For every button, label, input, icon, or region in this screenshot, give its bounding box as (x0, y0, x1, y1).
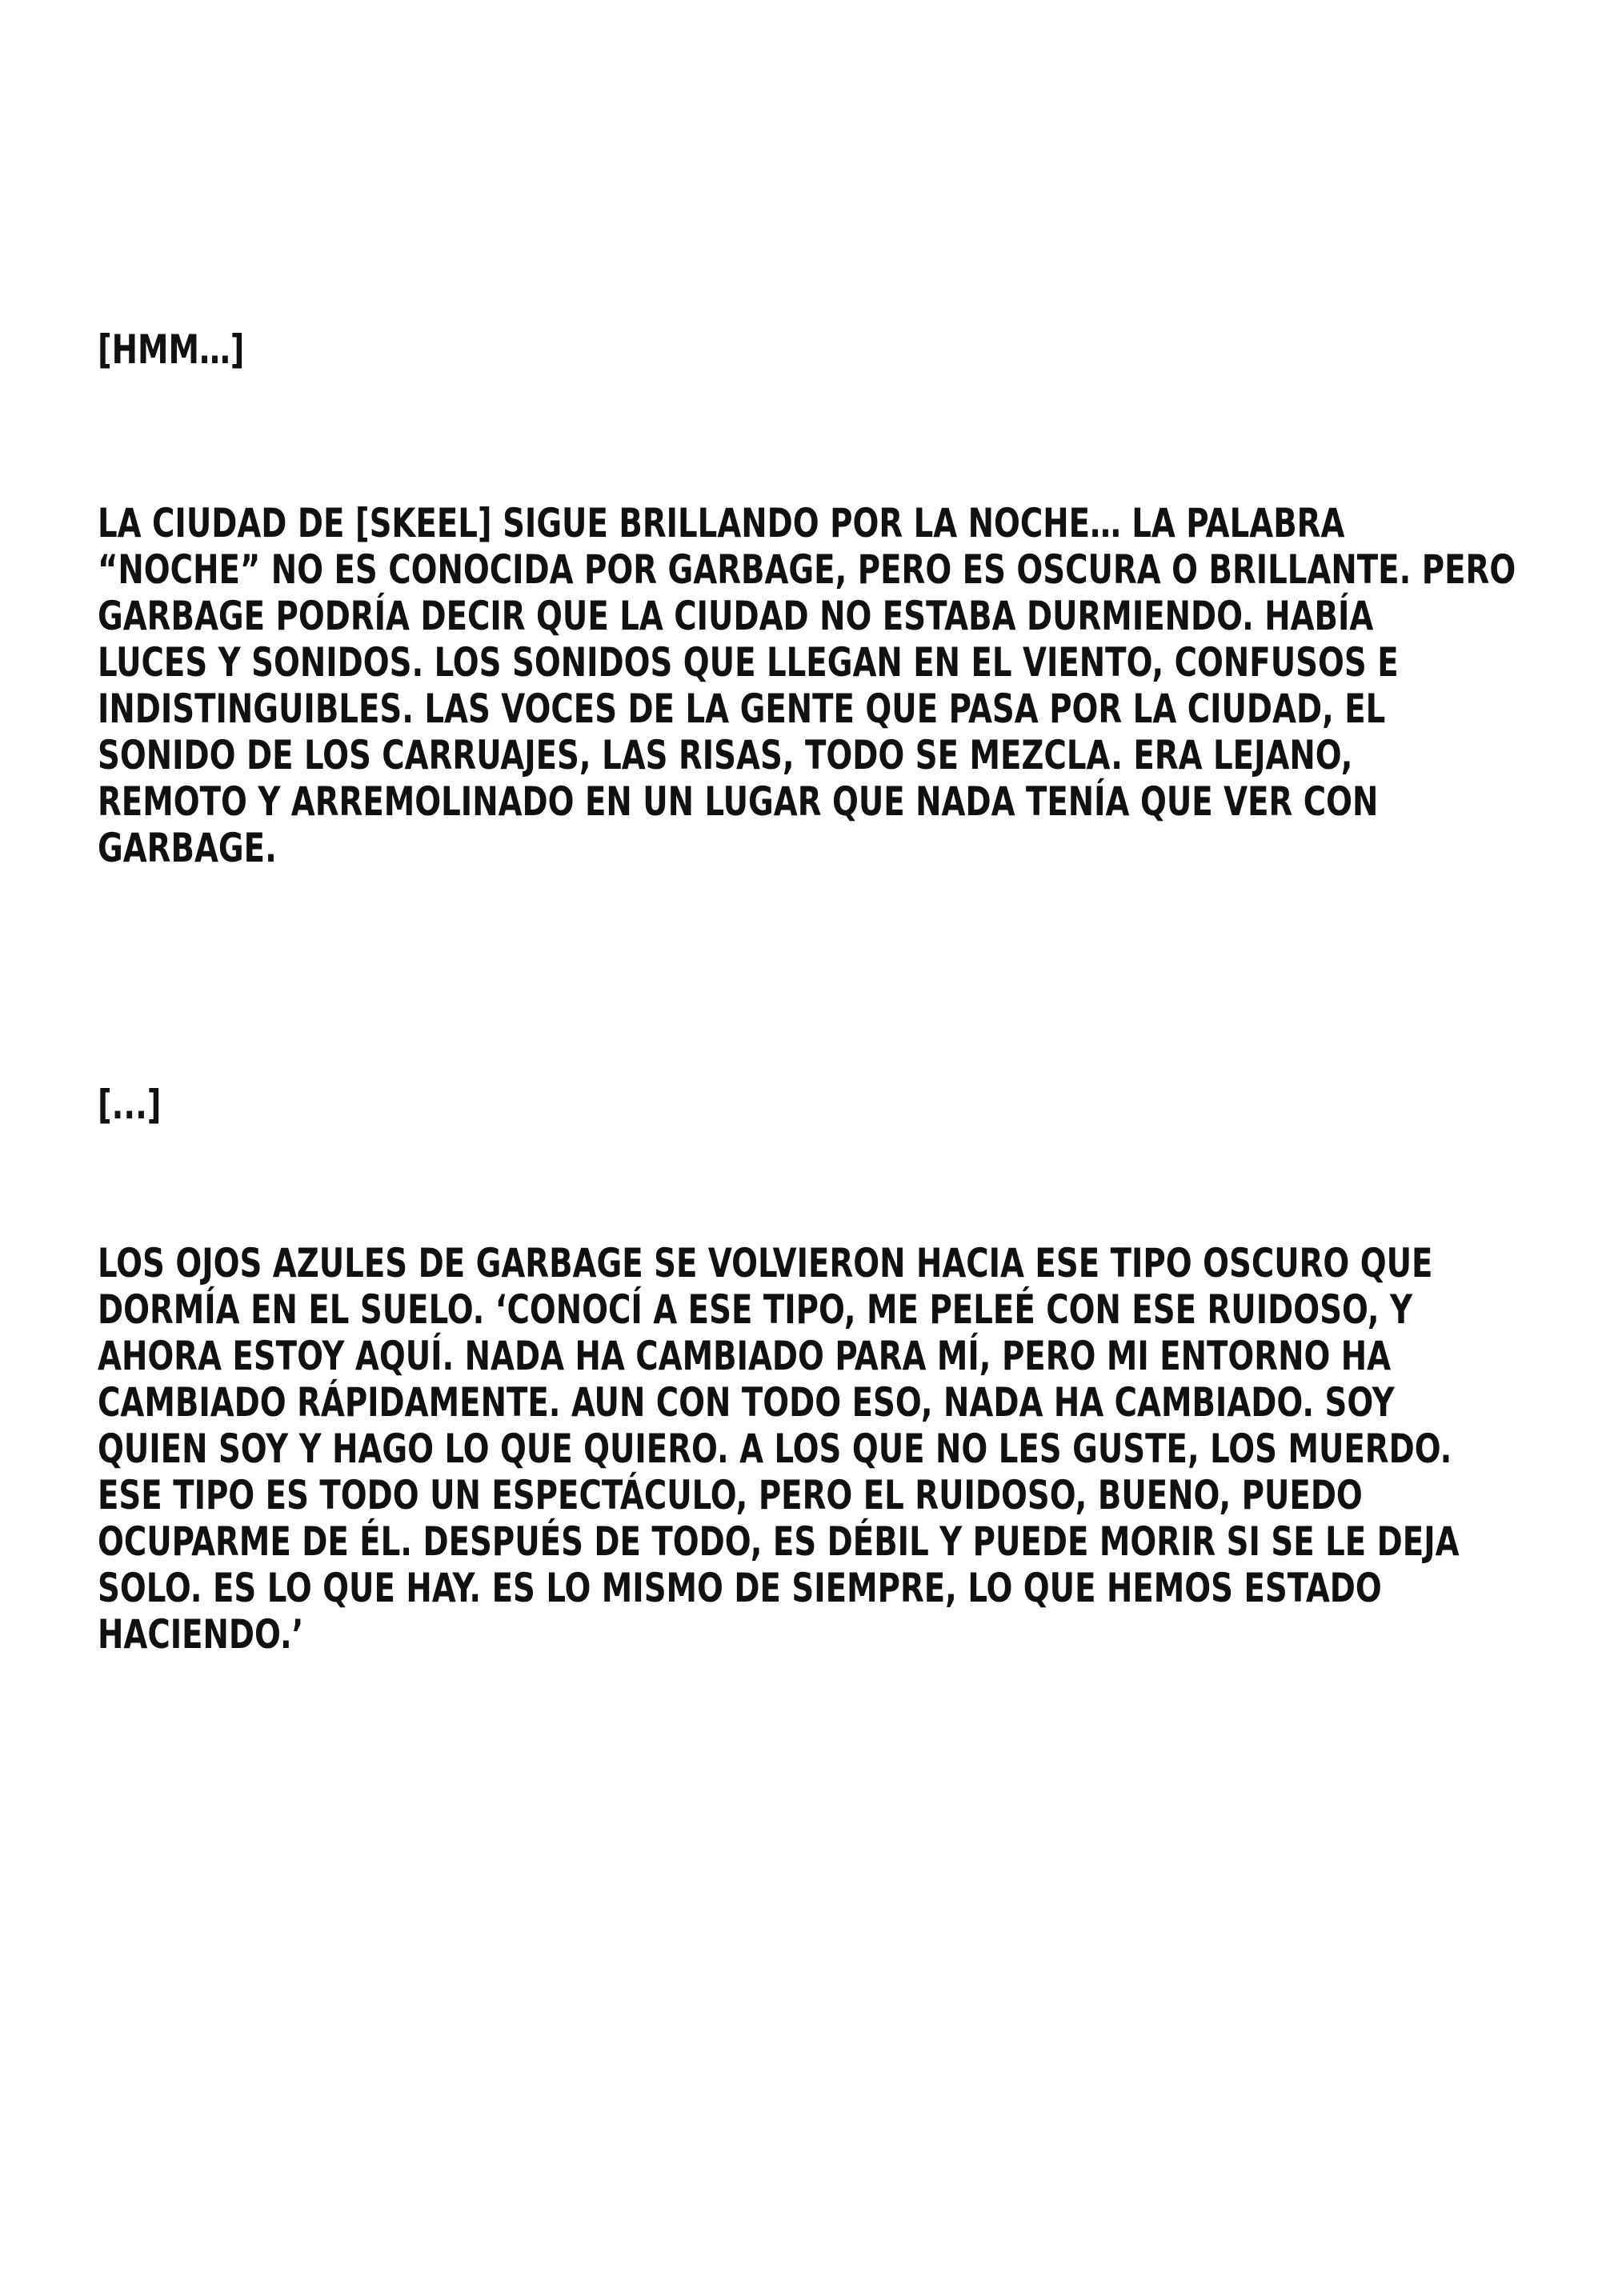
paragraph-hmm: [HMM…] (98, 326, 245, 373)
paragraph-city-night: LA CIUDAD DE [SKEEL] SIGUE BRILLANDO POR LA NOCHE… LA PALABRA “NOCHE” NO ES CONOCIDA POR GARBAGE, PERO ES OSCURA O BRILLANTE. PERO GARBAGE PODRÍA DECIR QUE LA CIUDAD NO ESTABA DURMIENDO. HABÍA LUCES Y SONIDOS. LOS SONIDOS QUE LLEGAN EN EL VIENTO, CONFUSOS E INDISTINGUIBLES. LAS VOCES DE LA GENTE QUE PASA POR LA CIUDAD, EL SONIDO DE LOS CARRUAJES, LAS RISAS, TODO SE MEZCLA. ERA LEJANO, REMOTO Y ARREMOLINADO EN UN LUGAR QUE NADA TENÍA QUE VER CON GARBAGE. (98, 500, 1516, 871)
paragraph-blue-eyes: LOS OJOS AZULES DE GARBAGE SE VOLVIERON HACIA ESE TIPO OSCURO QUE DORMÍA EN EL SUELO. ‘CONOCÍ A ESE TIPO, ME PELEÉ CON ESE RUIDOSO, Y AHORA ESTOY AQUÍ. NADA HA CAMBIADO PARA MÍ, PERO MI ENTORNO HA CAMBIADO RÁPIDAMENTE. AUN CON TODO ESO, NADA HA CAMBIADO. SOY QUIEN SOY Y HAGO LO QUE QUIERO. A LOS QUE NO LES GUSTE, LOS MUERDO. ESE TIPO ES TODO UN ESPECTÁCULO, PERO EL RUIDOSO, BUENO, PUEDO OCUPARME DE ÉL. DESPUÉS DE TODO, ES DÉBIL Y PUEDE MORIR SI SE LE DEJA SOLO. ES LO QUE HAY. ES LO MISMO DE SIEMPRE, LO QUE HEMOS ESTADO HACIENDO.’ (98, 1240, 1460, 1658)
paragraph-ellipsis: [...] (98, 1082, 162, 1128)
